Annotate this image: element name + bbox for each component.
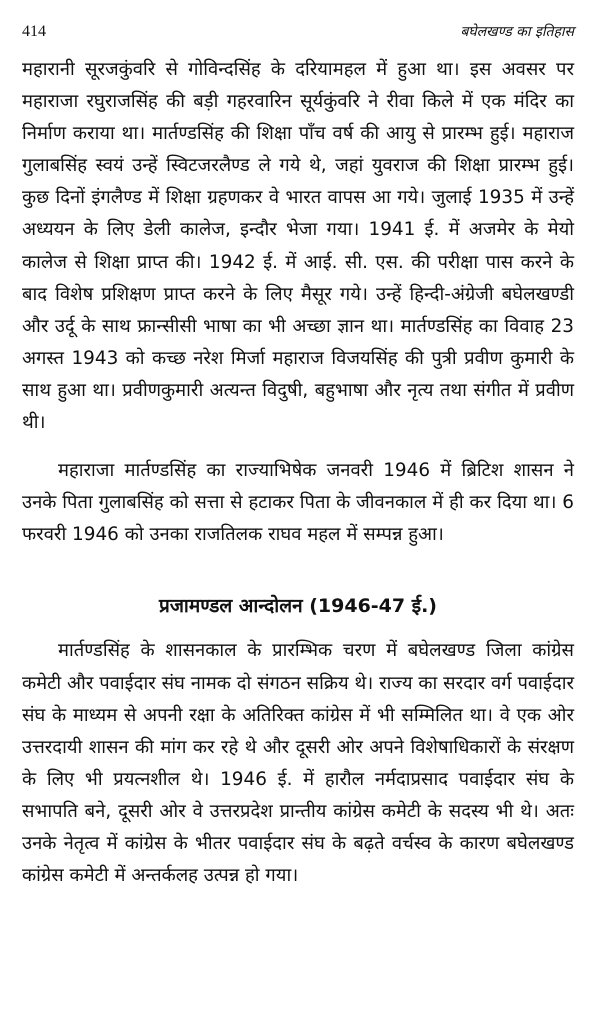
section-heading: प्रजामण्डल आन्दोलन (1946-47 ई.) [159,595,437,618]
section-paragraph: मार्तण्डसिंह के शासनकाल के प्रारम्भिक चरण में बघेलखण्ड जिला कांग्रेस कमेटी और पवाईदार संघ नामक दो संगठन सक्रिय थे। राज्य का सरदार वर्ग पवाईदार संघ के माध्यम से अपनी रक्षा के अतिरिक्त कांग्रेस में भी सम्मिलित था। वे एक ओर उत्तरदायी शासन की मांग कर रहे थे और दूसरी ओर अपने विशेषाधिकारों के संरक्षण के लिए भी प्रयत्नशील थे। 1946 ई. में हारौल नर्मदाप्रसाद पवाईदार संघ के सभापति बने, दूसरी ओर वे उत्तरप्रदेश प्रान्तीय कांग्रेस कमेटी के सदस्य भी थे। अतः उनके नेतृत्व में कांग्रेस के भीतर पवाईदार संघ के बढ़ते वर्चस्व के कारण बघेलखण्ड कांग्रेस कमेटी में अन्तर्कलह उत्पन्न हो गया। [22,640,574,887]
body-text [22,54,574,892]
paragraph-coronation: महाराजा मार्तण्डसिंह का राज्याभिषेक जनवरी 1946 में ब्रिटिश शासन ने उनके पिता गुलाबसिंह को सत्ता से हटाकर पिता के जीवनकाल में ही कर दिया था। 6 फरवरी 1946 को उनका राजतिलक राघव महल में सम्पन्न हुआ। [22,460,574,546]
page-number: 414 [22,23,46,40]
running-header [22,0,574,40]
running-title: बघेलखण्ड का इतिहास [460,24,574,40]
paragraph-continued: महारानी सूरजकुंवरि से गोविन्दसिंह के दरियामहल में हुआ था। इस अवसर पर महाराजा रघुराजसिंह की बड़ी गहरवारिन सूर्यकुंवरि ने रीवा किले में एक मंदिर का निर्माण कराया था। मार्तण्डसिंह की शिक्षा पाँच वर्ष की आयु से प्रारम्भ हुई। महाराज गुलाबसिंह स्वयं उन्हें स्विटजरलैण्ड ले गये थे, जहां युवराज की शिक्षा प्रारम्भ हुई। कुछ दिनों इंगलैण्ड में शिक्षा ग्रहणकर वे भारत वापस आ गये। जुलाई 1935 में उन्हें अध्ययन के लिए डेली कालेज, इन्दौर भेजा गया। 1941 ई. में अजमेर के मेयो कालेज से शिक्षा प्राप्त की। 1942 ई. में आई. सी. एस. की परीक्षा पास करने के बाद विशेष प्रशिक्षण प्राप्त करने के लिए मैसूर गये। उन्हें हिन्दी-अंग्रेजी बघेलखण्डी और उर्दू के साथ फ्रान्सीसी भाषा का भी अच्छा ज्ञान था। मार्तण्डसिंह का विवाह 23 अगस्त 1943 को कच्छ नरेश मिर्जा महाराज विजयसिंह की पुत्री प्रवीण कुमारी के साथ हुआ था। प्रवीणकुमारी अत्यन्त विदुषी, बहुभाषा और नृत्य तथा संगीत में प्रवीण थी। [22,59,574,434]
